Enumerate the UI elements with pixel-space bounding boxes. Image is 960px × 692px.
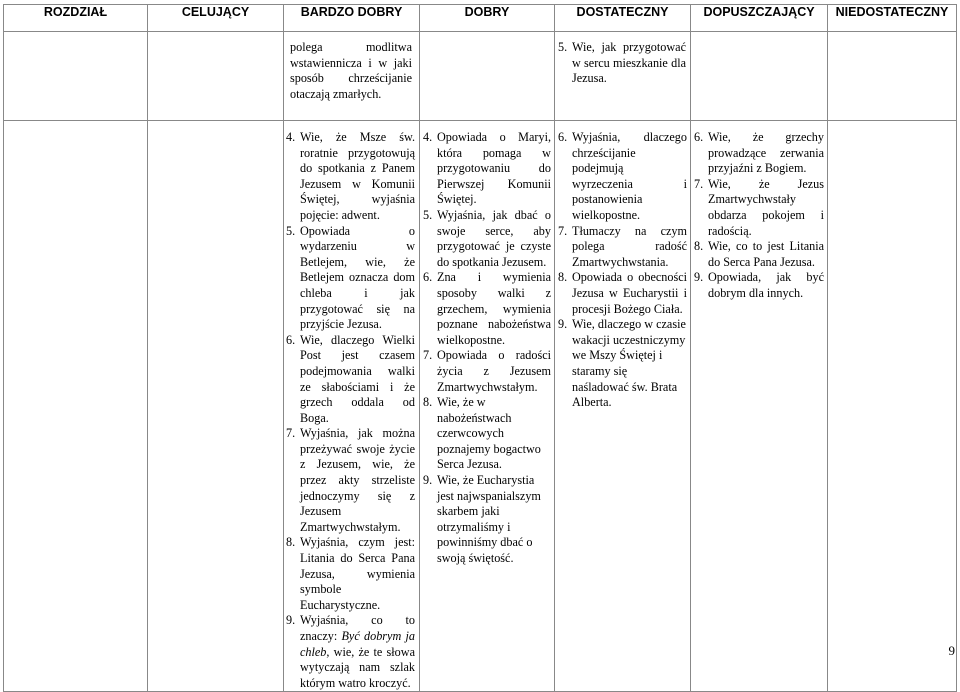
item-text: Zna i wymienia sposoby walki z grzechem, wymienia poznane nabożeństwa wielkopostne. — [437, 270, 551, 347]
item-text: Wie, dlaczego Wielki Post jest czasem podejmowania walki ze słabościami i że grzech oddala od Boga. — [300, 332, 415, 425]
item-text: Opowiada, jak być dobrym dla innych. — [708, 270, 824, 300]
item-text: Wie, że grzechy prowadzące zerwania przyjaźni z Bogiem. — [708, 130, 824, 176]
list-item — [694, 130, 824, 177]
item-text: Wyjaśnia, dlaczego chrześcijanie podejmują wyrzeczenia i postanowienia wielkopostne. — [572, 130, 687, 222]
header-rozdzial: ROZDZIAŁ — [4, 5, 148, 32]
list-item — [694, 270, 824, 301]
item-text: Wie, że w nabożeństwach czerwcowych poznajemy bogactwo Serca Jezusa. — [437, 395, 541, 472]
list-item — [558, 317, 687, 411]
cell-niedostateczny — [828, 121, 957, 692]
item-number: 6. — [286, 332, 296, 347]
cell-bardzo-dobry — [284, 121, 420, 692]
list-item — [286, 426, 415, 535]
header-niedostateczny: NIEDOSTATECZNY — [828, 5, 957, 32]
table-row — [4, 121, 957, 692]
cell-dostateczny — [555, 121, 691, 692]
grading-table — [3, 4, 957, 692]
item-text: Wie, dlaczego w czasie wakacji uczestniczymy we Mszy Świętej i staramy się naśladować św. Brata Alberta. — [572, 317, 686, 410]
cell-bardzo-dobry — [284, 32, 420, 121]
item-text-part: Wyjaśnia, co to znaczy: — [300, 613, 415, 643]
item-number: 6. — [558, 130, 568, 144]
item-number: 4. — [423, 130, 433, 144]
list-item — [423, 208, 551, 270]
dobry-list — [420, 121, 554, 567]
list-item — [286, 613, 415, 691]
item-number: 7. — [694, 176, 704, 191]
header-dostateczny: DOSTATECZNY — [555, 5, 691, 32]
cell-niedostateczny — [828, 32, 957, 121]
cell-celujacy — [148, 32, 284, 121]
list-item — [558, 130, 687, 224]
item-number: 6. — [694, 130, 704, 144]
item-text: Wie, co to jest Litania do Serca Pana Jezusa. — [708, 239, 824, 269]
item-number: 5. — [558, 40, 568, 54]
item-text: Tłumaczy na czym polega radość Zmartwychwstania. — [572, 223, 687, 269]
item-number: 9. — [558, 317, 568, 332]
list-item — [423, 395, 551, 473]
item-number: 8. — [694, 239, 704, 254]
bardzo-dobry-list — [284, 121, 419, 691]
item-number: 4. — [286, 130, 296, 144]
list-item — [694, 177, 824, 239]
list-item — [423, 130, 551, 208]
item-number: 8. — [423, 395, 433, 410]
cell-dobry — [420, 121, 555, 692]
item-number: 7. — [423, 348, 433, 363]
item-text: Wyjaśnia, jak można przeżywać swoje życie z Jezusem, wie, że przez akty strzeliste jednoczymy się z Jezusem Zmartwychwstałym. — [300, 426, 415, 534]
list-item — [286, 333, 415, 427]
list-item — [286, 130, 415, 224]
item-number: 8. — [286, 535, 296, 550]
item-number: 9. — [286, 613, 296, 628]
item-number: 7. — [286, 426, 296, 441]
item-text-part: , wie, że te słowa wytyczają nam szlak którym watro kroczyć. — [300, 644, 415, 690]
cell-dostateczny — [555, 32, 691, 121]
item-number: 9. — [423, 473, 433, 488]
list-item — [694, 239, 824, 270]
item-number: 7. — [558, 223, 568, 238]
cell-dopuszczajacy — [691, 121, 828, 692]
list-item — [558, 224, 687, 271]
item-text: Opowiada o wydarzeniu w Betlejem, wie, że Betlejem oznacza dom chleba i jak przygotować się na przyjście Jezusa. — [300, 223, 415, 332]
list-item — [286, 224, 415, 333]
item-number: 5. — [286, 223, 296, 238]
cell-rozdzial — [4, 32, 148, 121]
list-item — [558, 40, 686, 87]
list-item — [423, 270, 551, 348]
item-text-italic: Być dobrym ja chleb — [300, 629, 415, 659]
cell-dopuszczajacy — [691, 32, 828, 121]
item-text: Wie, że Jezus Zmartwychwstały obdarza pokojem i radością. — [708, 176, 824, 238]
table-row — [4, 32, 957, 121]
page-number: 9 — [948, 643, 955, 658]
item-number: 6. — [423, 270, 433, 285]
list-item — [286, 535, 415, 613]
item-text: Wie, że Eucharystia jest najwspanialszym skarbem jaki otrzymaliśmy i powinniśmy dbać o swoją świętość. — [437, 473, 541, 566]
header-dopuszczajacy: DOPUSZCZAJĄCY — [691, 5, 828, 32]
list-item — [558, 270, 687, 317]
item-number: 9. — [694, 270, 704, 285]
item-text — [300, 613, 415, 691]
dostateczny-list — [555, 121, 690, 411]
item-text: Wie, że Msze św. roratnie przygotowują do spotkania z Panem Jezusem w Komunii Świętej, wyjaśnia pojęcie: adwent. — [300, 130, 415, 222]
item-text: Wyjaśnia, jak dbać o swoje serce, aby przygotować je czyste do spotkania Jezusem. — [437, 207, 551, 269]
header-celujacy: CELUJĄCY — [148, 5, 284, 32]
cell-celujacy — [148, 121, 284, 692]
cell-rozdzial — [4, 121, 148, 692]
item-number: 8. — [558, 270, 568, 285]
item-text: Opowiada o Maryi, która pomaga w przygotowaniu do Pierwszej Komunii Świętej. — [437, 130, 551, 207]
header-dobry: DOBRY — [420, 5, 555, 32]
dopuszczajacy-list — [691, 121, 827, 302]
item-text: Wyjaśnia, czym jest: Litania do Serca Pana Jezusa, wymienia symbole Eucharystyczne. — [300, 535, 415, 612]
item-text: Opowiada o obecności Jezusa w Eucharystii i procesji Bożego Ciała. — [572, 270, 687, 316]
header-bardzo-dobry: BARDZO DOBRY — [284, 5, 420, 32]
item-text: Wie, jak przygotować w sercu mieszkanie dla Jezusa. — [572, 40, 686, 86]
list-item — [423, 348, 551, 395]
bardzo-dobry-continuation: polega modlitwa wstawiennicza i w jaki sposób chrześcijanie otaczają zmarłych. — [290, 40, 412, 101]
item-number: 5. — [423, 207, 433, 222]
header-row — [4, 5, 957, 32]
list-item — [423, 473, 551, 567]
dostateczny-list-r1 — [555, 32, 690, 87]
item-text: Opowiada o radości życia z Jezusem Zmartwychwstałym. — [437, 348, 551, 394]
cell-dobry — [420, 32, 555, 121]
